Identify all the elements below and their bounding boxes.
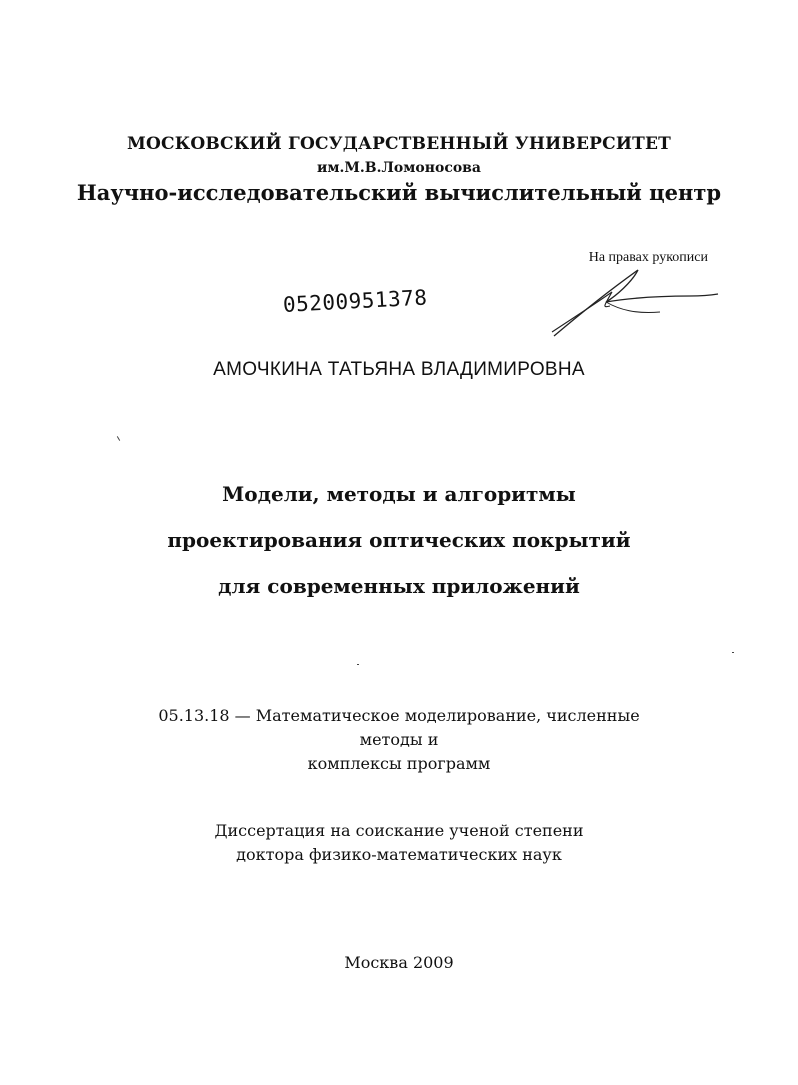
university-name: МОСКОВСКИЙ ГОСУДАРСТВЕННЫЙ УНИВЕРСИТЕТ <box>127 134 671 154</box>
city-year: Москва 2009 <box>344 953 454 972</box>
thesis-title-line-1: Модели, методы и алгоритмы <box>222 482 576 506</box>
specialty-code <box>130 704 668 776</box>
research-center-name: Научно-исследовательский вычислительный центр <box>76 180 722 205</box>
rights-label: На правах рукописи <box>588 250 708 265</box>
scan-speck <box>117 436 120 441</box>
author-name: АМОЧКИНА ТАТЬЯНА ВЛАДИМИРОВНА <box>213 359 585 380</box>
university-honorific: им.М.В.Ломоносова <box>317 160 481 176</box>
thesis-title-line-3: для современных приложений <box>218 574 580 598</box>
scan-speck <box>732 652 734 653</box>
thesis-title-line-2: проектирования оптических покрытий <box>167 528 631 552</box>
specialty-line-2: комплексы программ <box>307 754 491 773</box>
specialty-line-1: 05.13.18 — Математическое моделирование, численные методы и <box>158 706 640 749</box>
registration-number: 05200951378 <box>282 285 429 317</box>
dissertation-line-1: Диссертация на соискание ученой степени <box>214 821 584 840</box>
dissertation-line-2: доктора физико-математических наук <box>236 845 562 864</box>
scan-speck <box>357 664 359 665</box>
dissertation-degree <box>0 819 798 867</box>
signature-image <box>540 262 730 342</box>
